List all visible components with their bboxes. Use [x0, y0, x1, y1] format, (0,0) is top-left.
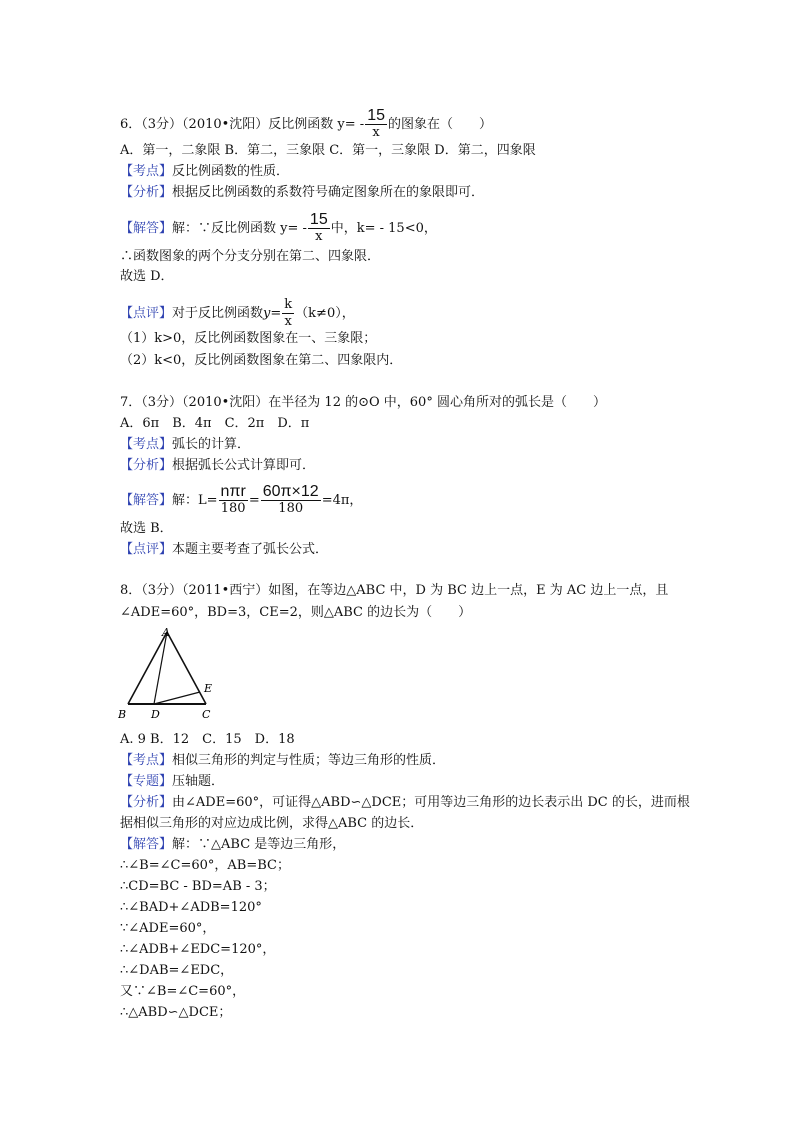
label-d: D — [151, 708, 160, 721]
q8-zhuanti: 【专题】压轴题． — [120, 774, 225, 789]
q6-point1: （1）k>0，反比例函数图象在一、三象限； — [120, 331, 377, 346]
q8-step: ∴∠DAB=∠EDC， — [120, 963, 234, 978]
q7-stem: 7．（3分）（2010•沈阳）在半径为 12 的⊙O 中，60° 圆心角所对的弧长是（ ） — [120, 395, 606, 410]
q8-step: 又∵∠B=∠C=60°， — [120, 984, 246, 999]
q6-jieda: 【解答】解：∵反比例函数 y= - $\frac{15}{x}$ 中，k= - 15<0， — [120, 211, 437, 244]
q6-line2: ∴函数图象的两个分支分别在第二、四象限． — [120, 249, 381, 264]
q8-step: ∴∠B=∠C=60°，AB=BC； — [120, 858, 290, 873]
q6-options: A．第一，二象限 B．第二，三象限 C．第一，三象限 D．第二，四象限 — [120, 143, 536, 158]
q7-options: A．6π B．4π C．2π D．π — [120, 416, 310, 431]
label-a: A — [162, 626, 170, 639]
label-e: E — [204, 682, 213, 695]
q8-step: ∴∠ADB+∠EDC=120°， — [120, 942, 276, 957]
q8-step: ∴CD=BC - BD=AB - 3； — [120, 879, 276, 894]
q8-step: ∴∠BAD+∠ADB=120° — [120, 900, 262, 915]
side-ab — [128, 632, 167, 704]
q7-kaodian: 【考点】弧长的计算． — [120, 437, 251, 452]
q6-line3: 故选 D． — [120, 269, 174, 284]
triangle-figure — [118, 626, 228, 722]
q8-stem-line1: 8．（3分）（2011•西宁）如图，在等边△ABC 中，D 为 BC 边上一点，E 为 AC 边上一点，且 — [120, 583, 669, 598]
q8-jieda: 【解答】解：∵△ABC 是等边三角形， — [120, 837, 346, 852]
q8-step: ∴△ABD∽△DCE； — [120, 1005, 232, 1020]
segment-de — [154, 692, 200, 704]
q6-kaodian: 【考点】反比例函数的性质． — [120, 164, 290, 179]
q8-kaodian: 【考点】相似三角形的判定与性质；等边三角形的性质． — [120, 753, 446, 768]
q8-stem-line2: ∠ADE=60°，BD=3，CE=2，则△ABC 的边长为（ ） — [120, 605, 472, 620]
q7-jieda: 【解答】解：L= $\frac{\text{nπr}}{180}$ = $\frac{60\pi\times 12}{180}$ =4π， — [120, 483, 363, 516]
q8-fenxi-line2: 据相似三角形的对应边成比例，求得△ABC 的边长． — [120, 816, 424, 831]
q8-step: ∵∠ADE=60°， — [120, 921, 216, 936]
q6-stem: 6．（3分）（2010•沈阳）反比例函数 y= - $\frac{15}{x}$ 的图象在（ ） — [120, 107, 493, 140]
q7-dianping: 【点评】本题主要考查了弧长公式． — [120, 542, 329, 557]
label-c: C — [202, 708, 211, 721]
q6-point2: （2）k<0，反比例函数图象在第二、四象限内． — [120, 353, 403, 368]
q6-dianping: 【点评】对于反比例函数y= $\frac{k}{x}$ （k≠0）， — [120, 297, 355, 329]
label-b: B — [118, 708, 127, 721]
q6-fenxi: 【分析】根据反比例函数的系数符号确定图象所在的象限即可． — [120, 185, 485, 200]
q8-fenxi-line1: 【分析】由∠ADE=60°，可证得△ABD∽△DCE；可用等边三角形的边长表示出 DC 的长，进而根 — [120, 795, 690, 810]
q7-line2: 故选 B． — [120, 521, 173, 536]
q8-options: A. 9 B．12 C．15 D．18 — [120, 732, 295, 747]
side-ac — [167, 632, 206, 704]
q7-fenxi: 【分析】根据弧长公式计算即可． — [120, 458, 316, 473]
